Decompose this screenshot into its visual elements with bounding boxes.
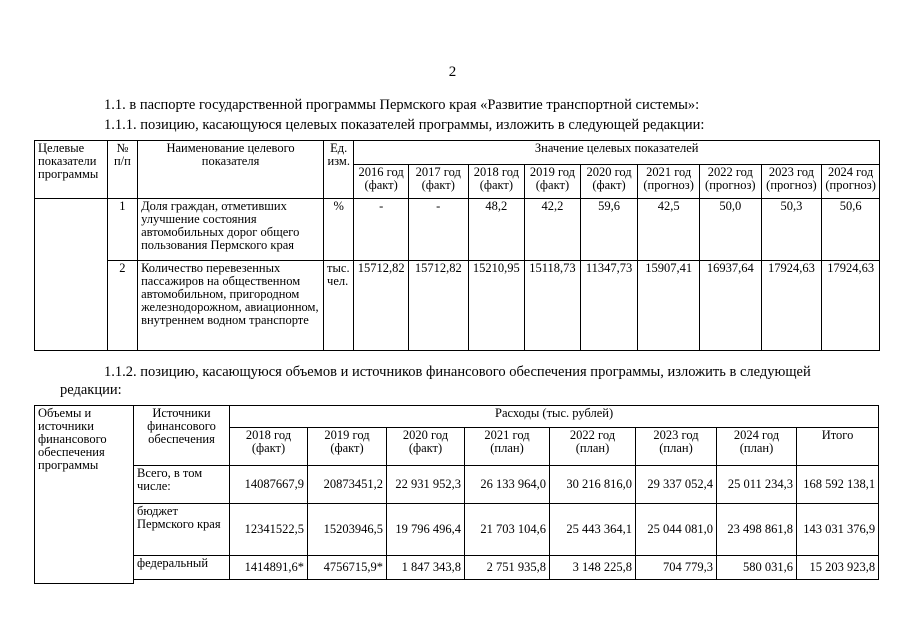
header-year: 2018 год (факт) (230, 428, 308, 466)
value-cell: 11347,73 (580, 261, 638, 351)
header-sources: Источники финансового обеспечения (134, 406, 230, 466)
header-year: 2020 год (факт) (387, 428, 465, 466)
header-year: 2024 год (план) (717, 428, 797, 466)
value-cell: 22 931 952,3 (387, 466, 465, 504)
value-cell: 42,2 (525, 199, 581, 261)
table-row (35, 199, 880, 261)
header-year: 2019 год (факт) (525, 165, 581, 199)
header-year: 2023 год (прогноз) (761, 165, 822, 199)
source-label: бюджет Пермского края (134, 504, 230, 556)
value-cell: 143 031 376,9 (797, 504, 879, 556)
header-expenses: Расходы (тыс. рублей) (230, 406, 879, 428)
value-cell: 1 847 343,8 (387, 556, 465, 580)
value-cell: 15203946,5 (308, 504, 387, 556)
value-cell: 15712,82 (408, 261, 468, 351)
table-row (35, 261, 880, 351)
table-row (35, 466, 879, 504)
source-label: Всего, в том числе: (134, 466, 230, 504)
header-year: 2023 год (план) (636, 428, 717, 466)
header-number: № п/п (107, 141, 137, 199)
paragraph-1-1: 1.1. в паспорте государственной программы Пермского края «Развитие транспортной системы»: (104, 97, 700, 113)
value-cell: 20873451,2 (308, 466, 387, 504)
value-cell: 30 216 816,0 (550, 466, 636, 504)
header-volumes: Объемы и источники финансового обеспечения программы (35, 406, 134, 584)
value-cell: 4756715,9* (308, 556, 387, 580)
value-cell: 704 779,3 (636, 556, 717, 580)
value-cell: 21 703 104,6 (465, 504, 550, 556)
header-unit: Ед. изм. (324, 141, 354, 199)
value-cell: 12341522,5 (230, 504, 308, 556)
value-cell: 17924,63 (822, 261, 880, 351)
value-cell: 25 443 364,1 (550, 504, 636, 556)
value-cell: 19 796 496,4 (387, 504, 465, 556)
target-indicators-table (34, 140, 880, 351)
value-cell: - (354, 199, 409, 261)
indicator-name: Количество перевезенных пассажиров на общественном автомобильном, пригородном железнодорожном, авиационном, внутреннем водном транспорте (138, 261, 324, 351)
value-cell: 1414891,6* (230, 556, 308, 580)
value-cell: - (408, 199, 468, 261)
value-cell: 14087667,9 (230, 466, 308, 504)
value-cell: 50,3 (761, 199, 822, 261)
value-cell: 15210,95 (468, 261, 525, 351)
header-target-values: Значение целевых показателей (354, 141, 880, 165)
header-year: 2020 год (факт) (580, 165, 638, 199)
row-number: 2 (107, 261, 137, 351)
value-cell: 48,2 (468, 199, 525, 261)
header-year: 2021 год (прогноз) (638, 165, 700, 199)
value-cell: 42,5 (638, 199, 700, 261)
header-year: 2022 год (прогноз) (699, 165, 761, 199)
value-cell: 25 044 081,0 (636, 504, 717, 556)
table-row (35, 556, 879, 580)
header-year: 2018 год (факт) (468, 165, 525, 199)
unit: % (324, 199, 354, 261)
financing-table (34, 405, 879, 584)
value-cell: 50,0 (699, 199, 761, 261)
header-targets: Целевые показатели программы (35, 141, 108, 199)
value-cell: 23 498 861,8 (717, 504, 797, 556)
header-total: Итого (797, 428, 879, 466)
value-cell: 168 592 138,1 (797, 466, 879, 504)
paragraph-1-1-1: 1.1.1. позицию, касающуюся целевых показателей программы, изложить в следующей редакции: (104, 117, 705, 133)
table-row (35, 504, 879, 556)
header-year: 2022 год (план) (550, 428, 636, 466)
value-cell: 15 203 923,8 (797, 556, 879, 580)
value-cell: 29 337 052,4 (636, 466, 717, 504)
value-cell: 3 148 225,8 (550, 556, 636, 580)
value-cell: 2 751 935,8 (465, 556, 550, 580)
value-cell: 15118,73 (525, 261, 581, 351)
page-number: 2 (448, 64, 457, 80)
value-cell: 17924,63 (761, 261, 822, 351)
indicator-name: Доля граждан, отметивших улучшение состояния автомобильных дорог общего пользования Пермского края (138, 199, 324, 261)
value-cell: 50,6 (822, 199, 880, 261)
value-cell: 26 133 964,0 (465, 466, 550, 504)
value-cell: 16937,64 (699, 261, 761, 351)
header-year: 2017 год (факт) (408, 165, 468, 199)
paragraph-1-1-2-continuation: редакции: (60, 382, 122, 398)
value-cell: 15712,82 (354, 261, 409, 351)
value-cell: 15907,41 (638, 261, 700, 351)
value-cell: 59,6 (580, 199, 638, 261)
paragraph-1-1-2: 1.1.2. позицию, касающуюся объемов и источников финансового обеспечения программы, изложить в следующей (104, 364, 811, 380)
row-number: 1 (107, 199, 137, 261)
header-year: 2019 год (факт) (308, 428, 387, 466)
header-year: 2024 год (прогноз) (822, 165, 880, 199)
value-cell: 25 011 234,3 (717, 466, 797, 504)
header-year: 2016 год (факт) (354, 165, 409, 199)
header-indicator-name: Наименование целевого показателя (138, 141, 324, 199)
value-cell: 580 031,6 (717, 556, 797, 580)
source-label: федеральный (134, 556, 230, 580)
header-year: 2021 год (план) (465, 428, 550, 466)
unit: тыс. чел. (324, 261, 354, 351)
